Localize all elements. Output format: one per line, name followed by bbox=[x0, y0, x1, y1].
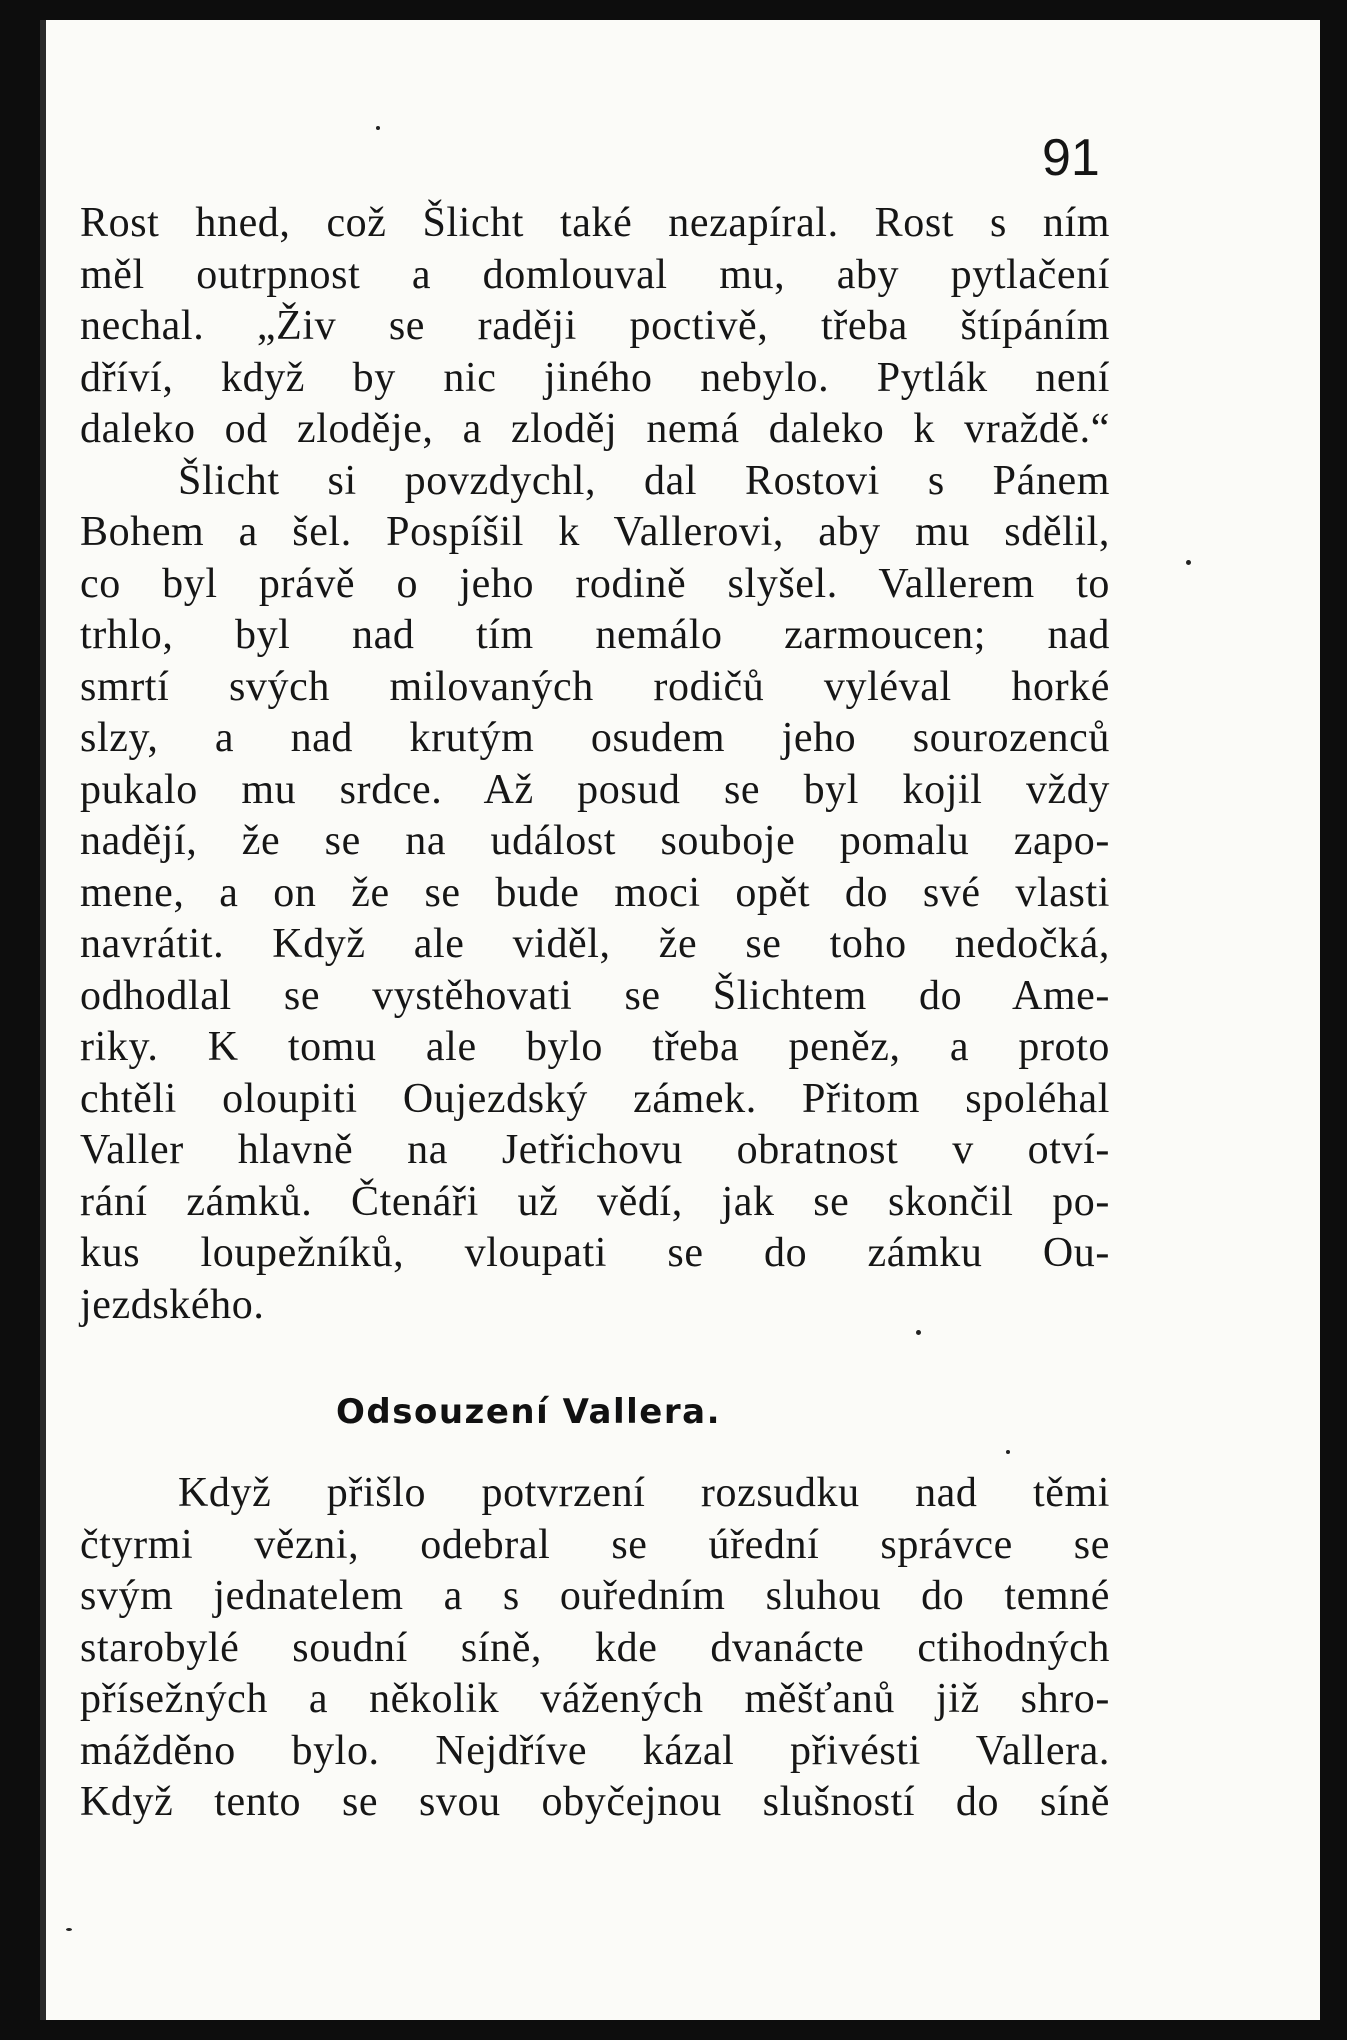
text-line: smrtí svých milovaných rodičů vyléval horké bbox=[80, 663, 1110, 710]
text-line: měl outrpnost a domlouval mu, aby pytlačení bbox=[80, 251, 1110, 298]
text-line: mážděno bylo. Nejdříve kázal přivésti Vallera. bbox=[80, 1727, 1110, 1774]
print-speck bbox=[1006, 1450, 1010, 1454]
text-line: Rost hned, což Šlicht také nezapíral. Rost s ním bbox=[80, 200, 1110, 246]
text-line: Když přišlo potvrzení rozsudku nad těmi bbox=[178, 1470, 1110, 1516]
text-line: rání zámků. Čtenáři už vědí, jak se skončil po- bbox=[80, 1178, 1110, 1225]
body-text-section-1 bbox=[80, 198, 1110, 1331]
text-line: odhodlal se vystěhovati se Šlichtem do Ame- bbox=[80, 972, 1110, 1019]
body-text-section-2 bbox=[80, 1468, 1110, 1829]
print-speck bbox=[376, 126, 380, 130]
text-line: svým jednatelem a s ouředním sluhou do temné bbox=[80, 1573, 1110, 1619]
text-line: Když tento se svou obyčejnou slušností do síně bbox=[80, 1779, 1110, 1825]
text-line: nechal. „Živ se raději poctivě, třeba štípáním bbox=[80, 303, 1110, 349]
text-line: pukalo mu srdce. Až posud se byl kojil vždy bbox=[80, 766, 1110, 813]
text-line: čtyrmi vězni, odebral se úřední správce se bbox=[80, 1521, 1110, 1568]
text-line: kus loupežníků, vloupati se do zámku Ou- bbox=[80, 1230, 1110, 1276]
text-line: Bohem a šel. Pospíšil k Vallerovi, aby mu sdělil, bbox=[80, 509, 1110, 555]
text-line: chtěli oloupiti Oujezdský zámek. Přitom spoléhal bbox=[80, 1075, 1110, 1122]
text-line: mene, a on že se bude moci opět do své vlasti bbox=[80, 869, 1110, 916]
text-line: riky. K tomu ale bylo třeba peněz, a proto bbox=[80, 1024, 1110, 1070]
text-line: starobylé soudní síně, kde dvanácte ctihodných bbox=[80, 1624, 1110, 1671]
text-line: Šlicht si povzdychl, dal Rostovi s Pánem bbox=[178, 457, 1110, 504]
text-line: dříví, když by nic jiného nebylo. Pytlák není bbox=[80, 354, 1110, 401]
page-number: 91 bbox=[1042, 129, 1100, 187]
text-line: nadějí, že se na událost souboje pomalu zapo- bbox=[80, 818, 1110, 864]
text-line: navrátit. Když ale viděl, že se toho nedočká, bbox=[80, 921, 1110, 967]
text-line: trhlo, byl nad tím nemálo zarmoucen; nad bbox=[80, 612, 1110, 658]
text-line: jezdského. bbox=[80, 1281, 265, 1328]
text-line: co byl právě o jeho rodině slyšel. Vallerem to bbox=[80, 560, 1110, 607]
text-line: Valler hlavně na Jetřichovu obratnost v otví- bbox=[80, 1127, 1110, 1173]
section-heading: Odsouzení Vallera. bbox=[336, 1392, 721, 1432]
text-line: přísežných a několik vážených měšťanů již shro- bbox=[80, 1676, 1110, 1722]
print-speck bbox=[66, 1928, 72, 1931]
print-speck bbox=[1186, 560, 1191, 565]
text-line: daleko od zloděje, a zloděj nemá daleko k vraždě.“ bbox=[80, 406, 1110, 452]
text-line: slzy, a nad krutým osudem jeho sourozenců bbox=[80, 715, 1110, 761]
